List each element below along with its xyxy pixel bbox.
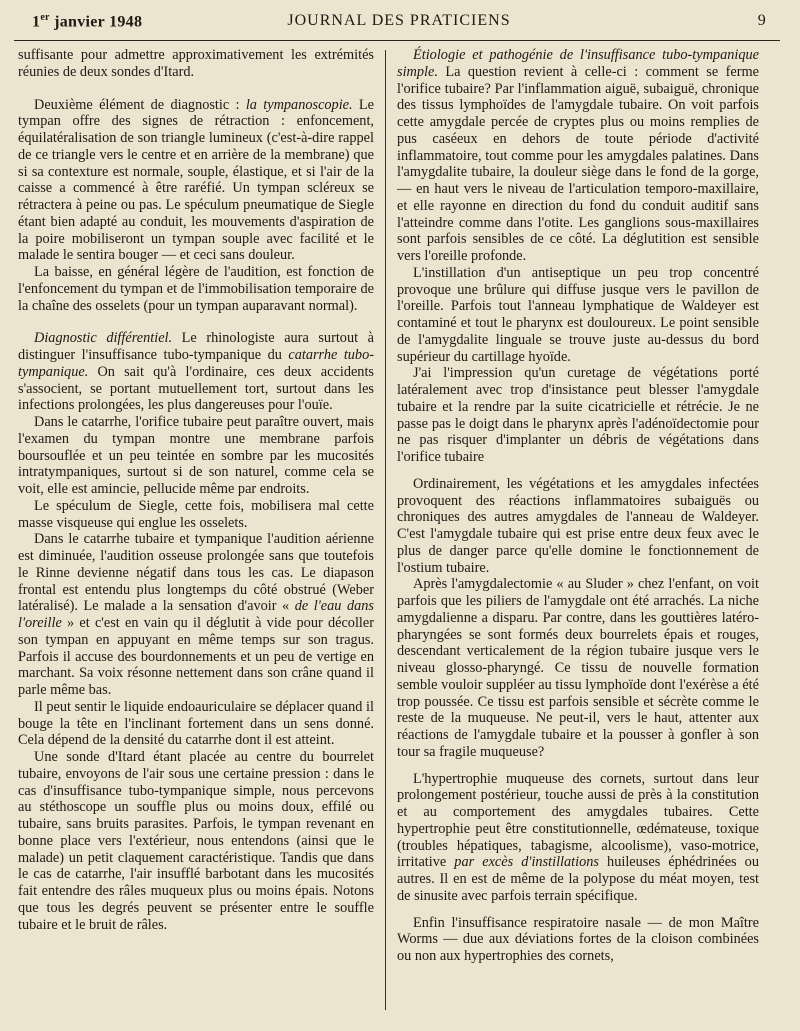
paragraph: Enfin l'insuffisance respiratoire nasale — de mon Maître Worms — due aux déviations fortes de la cloison combinées ou non aux hypertrophies des cornets, bbox=[397, 914, 759, 964]
left-column bbox=[18, 47, 374, 933]
paragraph: Une sonde d'Itard étant placée au centre du bourrelet tubaire, envoyons de l'air sous une certaine pression : dans le cas d'insuffisance tubo-tympanique simple, nous percevons au stéthoscope un souffle plus ou moins doux, effilé ou tubaire, sans bruits parasites. Parfois, le tympan revenant en bonne place vers l'extérieur, nous entendons (ainsi que le malade) un petit claquement caractéristique. Tandis que dans le cas de catarrhe, l'air insufflé barbotant dans les mucosités fait entendre des râles muqueux plus ou moins épais. Notons que tous les degrés peuvent se présenter entre le souffle tubaire et le bruit de râles. bbox=[18, 749, 374, 933]
paragraph: Ordinairement, les végétations et les amygdales infectées provoquent des réactions inflammatoires subaiguës ou chroniques des autres amygdales de l'anneau de Waldeyer. C'est l'amygdale tubaire qui est prise entre deux feux avec le plus de danger parce qu'elle domine le fonctionnement de l'ostium tubaire. bbox=[397, 475, 759, 576]
issue-date: 1er janvier 1948 bbox=[32, 12, 143, 31]
running-header bbox=[32, 10, 766, 38]
paragraph: Deuxième élément de diagnostic : la tympanoscopie. Le tympan offre des signes de rétraction : enfoncement, équilatéralisation de son triangle lumineux (c'est-à-dire rappel de ce triangle vers le centre et en arrière de la membrane) que si sa contexture est normale, souple, élastique, et si l'air de la caisse a commencé à être raréfié. Un tympan scléreux se rétractera à peine ou pas. Le spéculum pneumatique de Siegle étant bien adapté au conduit, les mouvements d'aspiration de la poire mobiliseront un tympan souple avec facilité et le malade le sentira bouger — et ceci sans douleur. bbox=[18, 96, 375, 264]
paragraph: Étiologie et pathogénie de l'insuffisance tubo-tympanique simple. La question revient à celle-ci : comment se ferme l'orifice tubaire? Par l'inflammation aiguë, subaiguë, chronique des tissus lymphoïdes de l'amygdale tubaire. On voit parfois cette amygdale percée de cryptes plus ou moins remplies de pus caséeux en dehors de toute période d'activité inflammatoire, tout comme pour les amygdales palatines. Dans l'amygdalite tubaire, la douleur siège dans le fond de la gorge, — en haut vers le niveau de l'articulation temporo-maxillaire, et elle rayonne en direction du fond du conduit auditif sans l'atteindre comme dans l'otite. Les ganglions sous-maxillaires sont parfois sensibles de ce côté. La déglutition est sensible vers l'oreille profonde. bbox=[397, 47, 759, 264]
paragraph: Dans le catarrhe, l'orifice tubaire peut paraître ouvert, mais l'examen du tympan montre une membrane parfois boursouflée et un peu teintée en sombre par les mucosités intratympaniques, surtout si de son naturel, comme cela se voit, elle est amincie, pellucide même par endroits. bbox=[18, 414, 374, 497]
paragraph: Après l'amygdalectomie « au Sluder » chez l'enfant, on voit parfois que les piliers de l'amygdale ont été arrachés. La niche amygdalienne a disparu. Par contre, dans les gouttières latéro-pharyngées se sont formés deux bourrelets épais et rouges, descendant verticalement de la région tubaire jusque vers le niveau glosso-pharyngé. Ce tissu de nouvelle formation semble vouloir suppléer au tissu lymphoïde dont l'exérèse a été trop poussée. Ce tissu est parfois sensible et sécrète comme le reste de la muqueuse. Ne peut-il, vers le haut, attenter aux réactions de l'amygdale tubaire et la pousser à gonfler à son tour sa fragile muqueuse? bbox=[397, 576, 759, 760]
paragraph: J'ai l'impression qu'un curetage de végétations porté latéralement avec trop d'insistance peut blesser l'amygdale tubaire et la rendre par la suite cicatricielle et rétrécie. Je ne passe pas le doigt dans le pharynx après l'adénoïdectomie pour ne pas risquer d'implanter un débris de végétations dans l'orifice tubaire bbox=[397, 365, 759, 465]
paragraph: Il peut sentir le liquide endoauriculaire se déplacer quand il bouge la tête en l'inclinant fortement dans un sens donné. Cela dépend de la densité du catarrhe dont il est atteint. bbox=[18, 698, 374, 749]
header-rule bbox=[14, 40, 780, 41]
journal-title: JOURNAL DES PRATICIENS bbox=[287, 12, 511, 29]
paragraph: L'hypertrophie muqueuse des cornets, surtout dans leur prolongement postérieur, touche aussi de près à la constitution et au comportement des amygdales tubaires. Cette hypertrophie peut être constitutionnelle, œdémateuse, toxique (troubles hépatiques, tabagisme, alcoolisme), vaso-motrice, irritative par excès d'instillations huileuses éphédrinées ou autres. Il en est de même de la polypose du méat moyen, test de sinusite avec parfois terrain spécifique. bbox=[397, 770, 759, 904]
column-divider bbox=[385, 50, 386, 1010]
paragraph: Le spéculum de Siegle, cette fois, mobilisera mal cette masse visqueuse qui englue les osselets. bbox=[18, 497, 374, 531]
right-column bbox=[397, 47, 759, 965]
page-number: 9 bbox=[757, 12, 766, 29]
paragraph: La baisse, en général légère de l'audition, est fonction de l'enfoncement du tympan et de l'immobilisation temporaire de la chaîne des osselets (pour un tympan auparavant normal). bbox=[18, 264, 374, 314]
paragraph: Diagnostic différentiel. Le rhinologiste aura surtout à distinguer l'insuffisance tubo-tympanique du catarrhe tubo-tympanique. On sait qu'à l'ordinaire, ces deux accidents s'associent, se portant mutuellement tort, surtout dans les infections prolongées, les plus dangereuses pour l'ouïe. bbox=[18, 330, 374, 414]
paragraph: suffisante pour admettre approximativement les extrémités réunies de deux sondes d'Itard. bbox=[18, 47, 374, 80]
paragraph: Dans le catarrhe tubaire et tympanique l'audition aérienne est diminuée, l'audition osseuse prolongée sans que toutefois le Rinne devienne négatif dans tous les cas. Le diapason frontal est entendu plus longtemps du côté obstrué (Weber latéralisé). Le malade a la sensation d'avoir « de l'eau dans l'oreille » et c'est en vain qu il déglutit à vide pour décoller son tympan en appuyant en même temps sur son tragus. Parfois il accuse des bourdonnements et un peu de vertige en marchant. Sa voix résonne nettement dans son crâne quand il parle même bas. bbox=[18, 531, 374, 698]
paragraph: L'instillation d'un antiseptique un peu trop concentré provoque une brûlure qui diffuse jusque vers le pavillon de l'oreille. Parfois tout l'anneau lymphatique de Waldeyer est contaminé et tout le pharynx est douloureux. Le point sensible de l'amygdalite linguale se trouve juste au-dessus du bord supérieur du cartillage hyoïde. bbox=[397, 264, 759, 365]
